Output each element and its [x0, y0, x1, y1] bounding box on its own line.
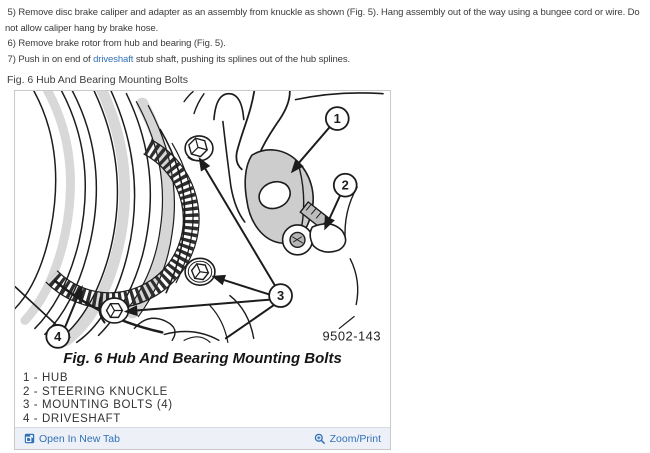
procedure-steps [0, 0, 650, 67]
callout-4 [46, 325, 69, 348]
figure-label: Fig. 6 Hub And Bearing Mounting Bolts [7, 74, 188, 86]
figure-legend [15, 367, 390, 426]
callout-1 [326, 107, 349, 130]
step-7-text: 7) Push in on end of [5, 53, 94, 65]
figure-caption: Fig. 6 Hub And Bearing Mounting Bolts [63, 350, 342, 367]
figure-box [14, 90, 391, 450]
knuckle-lower-lobe [310, 224, 345, 252]
legend-item: 3 - MOUNTING BOLTS (4) [23, 399, 173, 411]
mounting-bolt-middle [185, 258, 215, 285]
drawing-number: 9502-143 [322, 328, 382, 344]
callout-2 [334, 174, 357, 197]
hub-bearing-diagram [15, 91, 390, 349]
zoom-print-link[interactable] [314, 433, 381, 445]
open-in-new-tab-link[interactable] [24, 433, 120, 445]
step-7-text-cont: stub shaft, pushing its splines out of the hub splines. [133, 53, 351, 65]
step-6: 6) Remove brake rotor from hub and bearing (Fig. 5). [5, 38, 226, 49]
callout-3 [269, 284, 292, 307]
step-7 [5, 52, 647, 68]
mounting-bolt-top [185, 136, 213, 161]
callout-2-number: 2 [341, 177, 349, 193]
step-5: 5) Remove disc brake caliper and adapter as an assembly from knuckle as shown (Fig. 5). Hang assembly out of the way using a bungee cord or wire. Do not allow caliper hang by brake hose. [5, 7, 643, 34]
legend-item: 2 - STEERING KNUCKLE [23, 385, 168, 398]
callout-1-number: 1 [333, 111, 341, 127]
zoom-magnifier-icon [314, 433, 326, 445]
open-in-new-tab-icon [24, 433, 35, 444]
zoom-print-label: Zoom/Print [329, 432, 381, 445]
legend-item: 4 - DRIVESHAFT [23, 412, 121, 425]
callout-3-number: 3 [276, 288, 285, 304]
open-in-new-tab-label: Open In New Tab [39, 432, 120, 445]
callout-4-number: 4 [54, 328, 62, 344]
figure-toolbar [15, 427, 390, 449]
driveshaft-link[interactable]: driveshaft [93, 53, 134, 65]
legend-item: 1 - HUB [23, 372, 69, 384]
